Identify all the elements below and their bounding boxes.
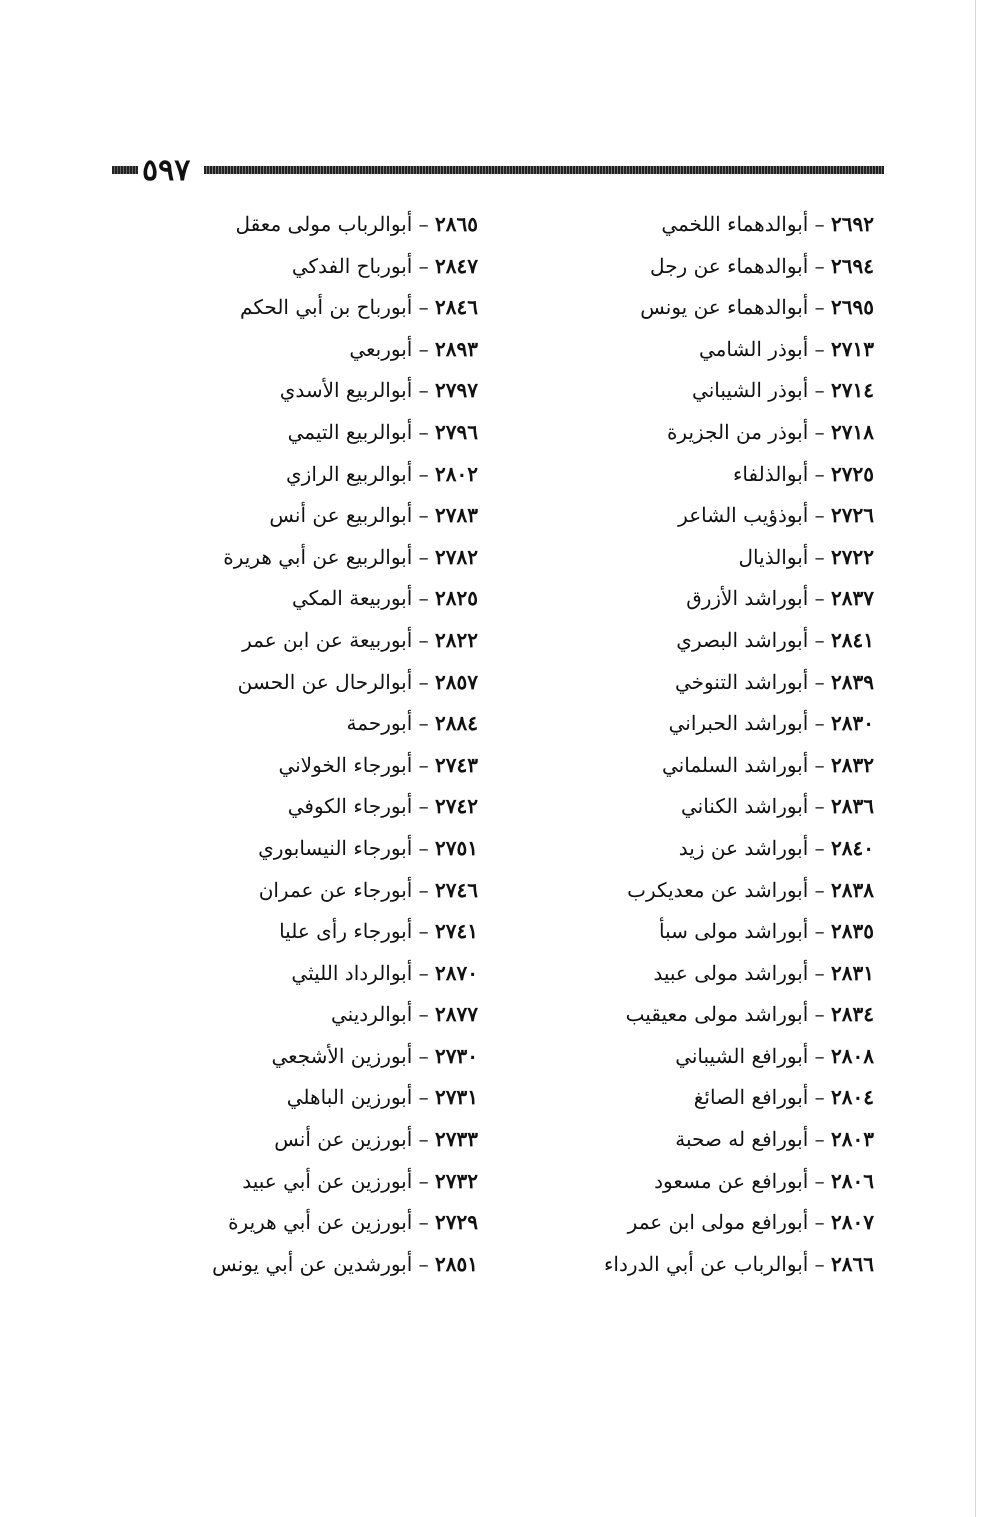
entry-name: أبوالذلفاء xyxy=(733,461,809,486)
entry-number: ٢٧٩٦ xyxy=(435,419,478,444)
index-entry: ٢٨٣٤ – أبوراشد مولى معيقيب xyxy=(625,1002,874,1027)
index-entry: ٢٨٣٢ – أبوراشد السلماني xyxy=(662,752,874,777)
entry-number: ٢٧٢٥ xyxy=(831,461,874,486)
entry-number: ٢٧٨٢ xyxy=(435,544,478,569)
page-number: ٥٩٧ xyxy=(142,153,191,188)
index-entry: ٢٧٤٣ – أبورجاء الخولاني xyxy=(278,752,478,777)
entry-name: أبورجاء عن عمران xyxy=(258,877,413,902)
index-entry: ٢٨٠٤ – أبورافع الصائغ xyxy=(693,1085,874,1110)
entry-number: ٢٧٨٣ xyxy=(435,503,478,528)
entry-number: ٢٧٤١ xyxy=(435,919,478,944)
entry-number: ٢٨٣٢ xyxy=(831,752,874,777)
entry-name: أبورافع الصائغ xyxy=(693,1085,809,1110)
entry-number: ٢٧٣١ xyxy=(435,1085,478,1110)
index-entry: ٢٧٢٦ – أبوذؤيب الشاعر xyxy=(678,503,874,528)
entry-number: ٢٨٣٧ xyxy=(831,586,874,611)
entry-number: ٢٨٧٧ xyxy=(435,1002,478,1027)
entry-name: أبورحمة xyxy=(346,711,413,736)
entry-name: أبورباح الفدكي xyxy=(291,253,413,278)
entry-number: ٢٧٢٩ xyxy=(435,1210,478,1235)
index-entry: ٢٧٤٦ – أبورجاء عن عمران xyxy=(258,877,478,902)
index-entry: ٢٨٠٧ – أبورافع مولى ابن عمر xyxy=(627,1210,874,1235)
index-entry: ٢٧٩٧ – أبوالربيع الأسدي xyxy=(279,378,478,403)
entry-number: ٢٨٦٦ xyxy=(831,1251,874,1276)
entry-name: أبورشدين عن أبي يونس xyxy=(212,1251,413,1276)
index-entry: ٢٨٤١ – أبوراشد البصري xyxy=(676,627,874,652)
entry-name: أبوراشد مولى عبيد xyxy=(653,960,809,985)
entry-number: ٢٧٥١ xyxy=(435,835,478,860)
index-entry: ٢٨٠٨ – أبورافع الشيباني xyxy=(675,1043,874,1068)
entry-number: ٢٨٣١ xyxy=(831,960,874,985)
entry-name: أبوالربيع عن أنس xyxy=(269,503,413,528)
index-entry: ٢٧٣١ – أبورزين الباهلي xyxy=(286,1085,478,1110)
entry-name: أبورجاء النيسابوري xyxy=(258,835,413,860)
page-header xyxy=(112,153,884,188)
entry-name: أبوذر من الجزيرة xyxy=(666,419,809,444)
index-entry: ٢٨٦٥ – أبوالرباب مولى معقل xyxy=(235,212,478,236)
index-entry: ٢٧٣٠ – أبورزين الأشجعي xyxy=(271,1043,478,1068)
entry-number: ٢٨٤٧ xyxy=(435,253,478,278)
entry-name: أبوراشد مولى سبأ xyxy=(658,919,809,944)
entry-number: ٢٧٢٢ xyxy=(831,544,874,569)
entry-number: ٢٦٩٤ xyxy=(831,253,874,278)
index-entry: ٢٨٣٦ – أبوراشد الكناني xyxy=(680,794,874,819)
entry-name: أبورافع عن مسعود xyxy=(654,1168,809,1193)
index-entry: ٢٨٥٧ – أبوالرحال عن الحسن xyxy=(237,669,478,694)
index-entry: ٢٨٣٥ – أبوراشد مولى سبأ xyxy=(658,919,874,944)
entry-number: ٢٨٩٣ xyxy=(435,336,478,361)
entry-name: أبورزين عن أبي عبيد xyxy=(242,1168,413,1193)
entry-number: ٢٧١٤ xyxy=(831,378,874,403)
index-entry: ٢٨٧٧ – أبوالرديني xyxy=(330,1002,478,1027)
index-entry: ٢٧٢٢ – أبوالذيال xyxy=(738,544,874,569)
index-entry: ٢٧٨٢ – أبوالربيع عن أبي هريرة xyxy=(223,544,478,569)
entry-number: ٢٧٣٠ xyxy=(435,1043,478,1068)
entry-name: أبورزين عن أنس xyxy=(274,1127,413,1152)
index-entry: ٢٧٨٣ – أبوالربيع عن أنس xyxy=(269,503,478,528)
header-rule xyxy=(204,166,884,174)
entry-name: أبورافع الشيباني xyxy=(675,1043,809,1068)
entry-name: أبوربعي xyxy=(349,336,413,361)
entry-name: أبوالدهماء عن يونس xyxy=(640,295,809,320)
entry-name: أبوراشد عن معديكرب xyxy=(627,877,809,902)
entry-number: ٢٦٩٢ xyxy=(831,212,874,236)
entry-name: أبورزين عن أبي هريرة xyxy=(228,1210,413,1235)
index-entry: ٢٨٠٢ – أبوالربيع الرازي xyxy=(286,461,478,486)
entry-name: أبوالذيال xyxy=(738,544,809,569)
entry-number: ٢٨٠٧ xyxy=(831,1210,874,1235)
entry-name: أبوراشد مولى معيقيب xyxy=(625,1002,809,1027)
index-entry: ٢٧٢٥ – أبوالذلفاء xyxy=(733,461,874,486)
entry-name: أبوذر الشامي xyxy=(698,336,809,361)
entry-name: أبورزين الأشجعي xyxy=(271,1043,413,1068)
index-entry: ٢٨٣٠ – أبوراشد الحبراني xyxy=(668,711,874,736)
index-entry: ٢٨٠٣ – أبورافع له صحبة xyxy=(675,1127,874,1152)
index-entry: ٢٨٤٧ – أبورباح الفدكي xyxy=(291,253,478,278)
entry-number: ٢٧٣٢ xyxy=(435,1168,478,1193)
index-entry: ٢٨٦٦ – أبوالرباب عن أبي الدرداء xyxy=(603,1251,874,1276)
index-entry: ٢٦٩٤ – أبوالدهماء عن رجل xyxy=(650,253,874,278)
entry-name: أبوربيعة المكي xyxy=(291,586,413,611)
entry-name: أبوالرحال عن الحسن xyxy=(237,669,413,694)
index-entry: ٢٨٥١ – أبورشدين عن أبي يونس xyxy=(212,1251,478,1276)
entry-name: أبوالربيع الرازي xyxy=(286,461,413,486)
entry-name: أبوراشد السلماني xyxy=(662,752,809,777)
entry-name: أبوالربيع الأسدي xyxy=(279,378,413,403)
index-entry: ٢٨٣٩ – أبوراشد التنوخي xyxy=(674,669,874,694)
entry-number: ٢٨٦٥ xyxy=(435,212,478,236)
index-entry: ٢٨٩٣ – أبوربعي xyxy=(349,336,478,361)
index-entry: ٢٦٩٥ – أبوالدهماء عن يونس xyxy=(640,295,874,320)
entry-name: أبورجاء الخولاني xyxy=(278,752,413,777)
entry-number: ٢٨٠٢ xyxy=(435,461,478,486)
entry-number: ٢٧٤٦ xyxy=(435,877,478,902)
entry-number: ٢٨٥١ xyxy=(435,1251,478,1276)
index-entry: ٢٧٣٣ – أبورزين عن أنس xyxy=(274,1127,478,1152)
index-entry: ٢٧١٤ – أبوذر الشيباني xyxy=(692,378,874,403)
index-entry: ٢٨٣٧ – أبوراشد الأزرق xyxy=(686,586,874,611)
index-entry: ٢٨٢٥ – أبوربيعة المكي xyxy=(291,586,478,611)
entry-name: أبوراشد البصري xyxy=(676,627,809,652)
entry-number: ٢٧١٨ xyxy=(831,419,874,444)
entry-number: ٢٧٤٢ xyxy=(435,794,478,819)
entry-number: ٢٨٤٠ xyxy=(831,835,874,860)
entry-number: ٢٨٣٩ xyxy=(831,669,874,694)
entry-number: ٢٨٨٤ xyxy=(435,711,478,736)
entry-number: ٢٨٧٠ xyxy=(435,960,478,985)
entry-number: ٢٧٩٧ xyxy=(435,378,478,403)
entry-number: ٢٧٢٦ xyxy=(831,503,874,528)
entry-number: ٢٨٣٦ xyxy=(831,794,874,819)
entry-number: ٢٨٠٤ xyxy=(831,1085,874,1110)
entry-name: أبوالدهماء اللخمي xyxy=(661,212,809,236)
entry-name: أبوالرباب مولى معقل xyxy=(235,212,413,236)
entry-number: ٢٨٣٤ xyxy=(831,1002,874,1027)
index-entry: ٢٨٤٠ – أبوراشد عن زيد xyxy=(678,835,874,860)
entry-number: ٢٨٠٣ xyxy=(831,1127,874,1152)
entry-number: ٢٨٣٥ xyxy=(831,919,874,944)
entry-number: ٢٨٤٦ xyxy=(435,295,478,320)
entry-number: ٢٧٣٣ xyxy=(435,1127,478,1152)
index-entry: ٢٧١٣ – أبوذر الشامي xyxy=(698,336,874,361)
entry-name: أبورجاء الكوفي xyxy=(287,794,413,819)
entry-name: أبوراشد الحبراني xyxy=(668,711,809,736)
entry-name: أبوالرباب عن أبي الدرداء xyxy=(603,1251,809,1276)
index-entry: ٢٧٥١ – أبورجاء النيسابوري xyxy=(258,835,478,860)
index-entry: ٢٦٩٢ – أبوالدهماء اللخمي xyxy=(661,212,874,236)
entry-name: أبورجاء رأى عليا xyxy=(279,919,413,944)
entry-number: ٢٦٩٥ xyxy=(831,295,874,320)
entry-number: ٢٨٠٦ xyxy=(831,1168,874,1193)
entry-name: أبوذر الشيباني xyxy=(692,378,809,403)
index-entry: ٢٨٤٦ – أبورباح بن أبي الحكم xyxy=(240,295,478,320)
index-column-right xyxy=(584,204,874,1285)
index-entry: ٢٨٧٠ – أبوالرداد الليثي xyxy=(291,960,478,985)
entry-name: أبورافع له صحبة xyxy=(675,1127,809,1152)
entry-number: ٢٨٣٨ xyxy=(831,877,874,902)
index-entry: ٢٨٢٢ – أبوربيعة عن ابن عمر xyxy=(242,627,478,652)
index-entry: ٢٨٣٨ – أبوراشد عن معديكرب xyxy=(627,877,874,902)
entry-number: ٢٧٤٣ xyxy=(435,752,478,777)
entry-name: أبورباح بن أبي الحكم xyxy=(240,295,413,320)
index-entry: ٢٧٤٢ – أبورجاء الكوفي xyxy=(287,794,478,819)
entry-name: أبوالدهماء عن رجل xyxy=(650,253,809,278)
entry-name: أبورافع مولى ابن عمر xyxy=(627,1210,809,1235)
entry-number: ٢٨٠٨ xyxy=(831,1043,874,1068)
index-entry: ٢٧٤١ – أبورجاء رأى عليا xyxy=(279,919,478,944)
entry-number: ٢٨٤١ xyxy=(831,627,874,652)
entry-number: ٢٨٢٥ xyxy=(435,586,478,611)
scan-edge-line xyxy=(975,0,976,1517)
entry-name: أبوراشد الأزرق xyxy=(686,586,809,611)
entry-name: أبوذؤيب الشاعر xyxy=(678,503,809,528)
entry-name: أبوالربيع عن أبي هريرة xyxy=(223,544,413,569)
entry-number: ٢٨٢٢ xyxy=(435,627,478,652)
entry-name: أبورزين الباهلي xyxy=(286,1085,413,1110)
entry-name: أبوراشد عن زيد xyxy=(678,835,809,860)
entry-name: أبوربيعة عن ابن عمر xyxy=(242,627,413,652)
entry-number: ٢٨٣٠ xyxy=(831,711,874,736)
entry-name: أبوراشد التنوخي xyxy=(674,669,809,694)
index-entry: ٢٧١٨ – أبوذر من الجزيرة xyxy=(666,419,874,444)
entry-name: أبوالرداد الليثي xyxy=(291,960,413,985)
entry-name: أبوراشد الكناني xyxy=(680,794,809,819)
index-entry: ٢٨٨٤ – أبورحمة xyxy=(346,711,478,736)
index-entry: ٢٨٣١ – أبوراشد مولى عبيد xyxy=(653,960,874,985)
index-entry: ٢٨٠٦ – أبورافع عن مسعود xyxy=(654,1168,874,1193)
header-rule-left xyxy=(112,166,138,174)
index-entry: ٢٧٣٢ – أبورزين عن أبي عبيد xyxy=(242,1168,478,1193)
entry-name: أبوالربيع التيمي xyxy=(287,419,413,444)
index-column-left xyxy=(178,204,478,1285)
entry-number: ٢٧١٣ xyxy=(831,336,874,361)
entry-name: أبوالرديني xyxy=(330,1002,413,1027)
entry-number: ٢٨٥٧ xyxy=(435,669,478,694)
index-entry: ٢٧٢٩ – أبورزين عن أبي هريرة xyxy=(228,1210,478,1235)
index-entry: ٢٧٩٦ – أبوالربيع التيمي xyxy=(287,419,478,444)
